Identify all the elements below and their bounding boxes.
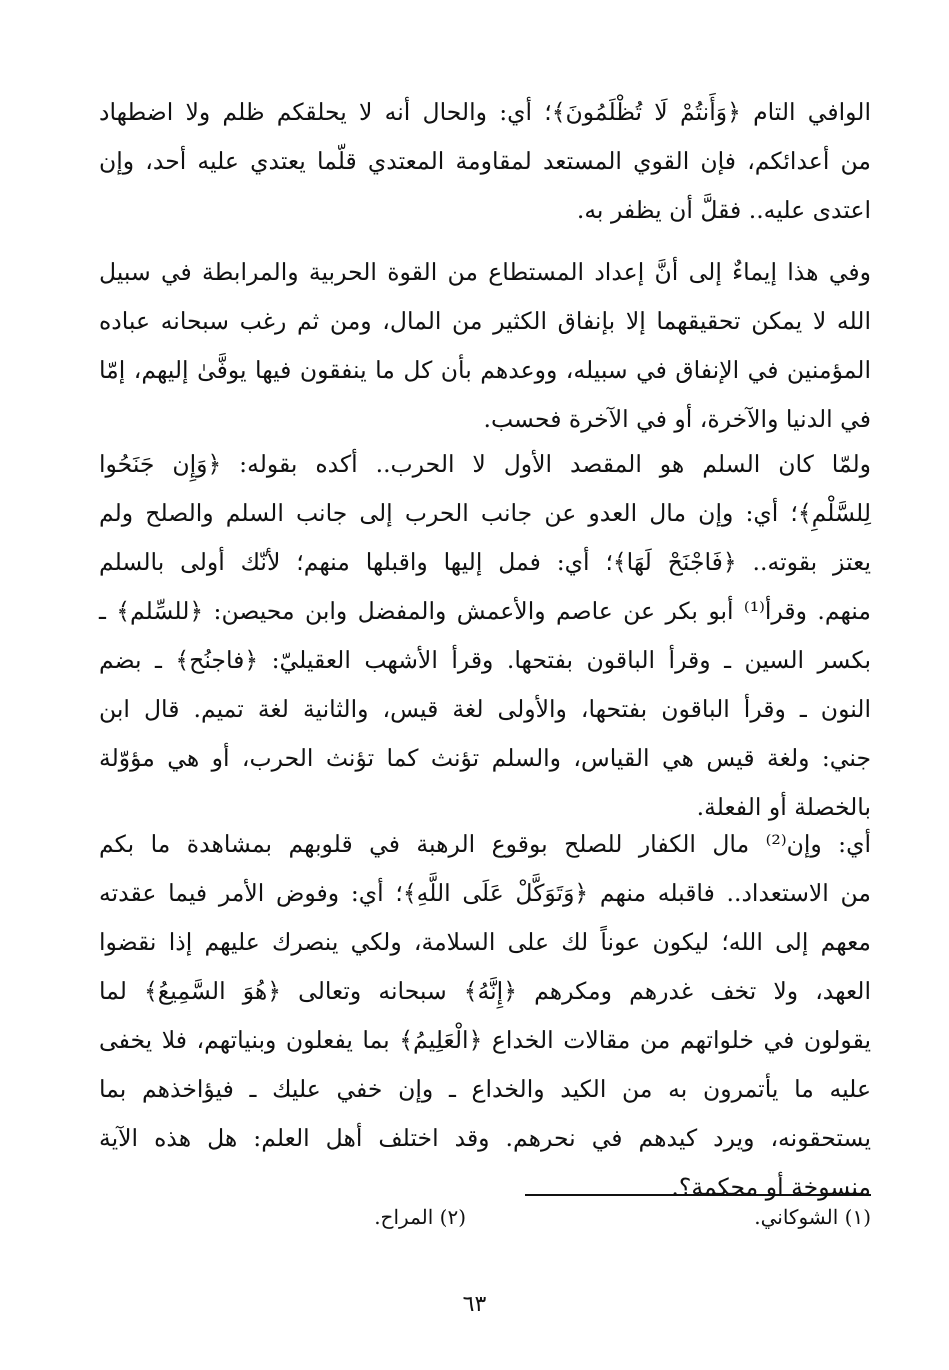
text-line: في الدنيا والآخرة، أو في الآخرة فحسب.	[483, 405, 871, 433]
footnote-separator	[525, 1194, 871, 1196]
footnotes	[99, 1205, 871, 1245]
text-line: الله لا يمكن تحقيقهما إلا بإنفاق الكثير من المال، ومن ثم رغب سبحانه عباده	[99, 307, 871, 335]
text-line: من الاستعداد.. فاقبله منهم ﴿وَتَوَكَّلْ عَلَى اللَّهِ﴾؛ أي: وفوض الأمر فيما عقدته	[99, 879, 871, 907]
text-line: وفي هذا إيماءٌ إلى أنَّ إعداد المستطاع من القوة الحربية والمرابطة في سبيل	[99, 258, 871, 286]
text-line: ولمّا كان السلم هو المقصد الأول لا الحرب.. أكده بقوله: ﴿وَإِن جَنَحُوا	[99, 450, 871, 478]
page-number: ٦٣	[462, 1292, 487, 1317]
text-line: يعتز بقوته.. ﴿فَاجْنَحْ لَهَا﴾؛ أي: فمل إليها واقبلها منهم؛ لأنّك أولى بالسلم	[99, 548, 871, 576]
text-line: بالخصلة أو الفعلة.	[696, 793, 871, 821]
text-line: يقولون في خلواتهم من مقالات الخداع ﴿الْعَلِيمُ﴾ بما يفعلون وبنياتهم، فلا يخفى	[99, 1026, 871, 1054]
footnote-1: (١) الشوكاني.	[754, 1205, 871, 1229]
text-line: يستحقونه، ويرد كيدهم في نحرهم. وقد اختلف أهل العلم: هل هذه الآية	[99, 1124, 871, 1152]
footnote-2: (٢) المراح.	[374, 1205, 466, 1229]
text-line: المؤمنين في الإنفاق في سبيله، ووعدهم بأن كل ما ينفقون فيها يوفَّىٰ إليهم، إمّا	[99, 356, 871, 384]
text-line: لِلسَّلْمِ﴾؛ أي: وإن مال العدو عن جانب الحرب إلى جانب السلم والصلح ولم	[99, 499, 871, 527]
text-line: منسوخة أو محكمة؟.	[671, 1173, 871, 1201]
paragraph-4	[99, 820, 871, 1212]
text-line: اعتدى عليه.. فقلَّ أن يظفر به.	[576, 196, 871, 224]
text-line: بكسر السين ـ وقرأ الباقون بفتحها. وقرأ الأشهب العقيليّ: ﴿فاجنُح﴾ ـ بضم	[99, 646, 871, 674]
text-line: الوافي التام ﴿وَأَنتُمْ لَا تُظْلَمُونَ﴾؛ أي: والحال أنه لا يحلقكم ظلم ولا اضطهاد	[99, 98, 871, 126]
text-line: عليه ما يأتمرون به من الكيد والخداع ـ وإن خفي عليك ـ فيؤاخذهم بما	[99, 1075, 871, 1103]
text-line: أي: وإن⁽²⁾ مال الكفار للصلح بوقوع الرهبة في قلوبهم بمشاهدة ما بكم	[99, 830, 872, 858]
text-line: منهم. وقرأ⁽¹⁾ أبو بكر عن عاصم والأعمش والمفضل وابن محيصن: ﴿للسِّلم﴾ ـ	[99, 597, 871, 625]
paragraph-2	[99, 248, 871, 444]
text-line: العهد، ولا تخف غدرهم ومكرهم ﴿إِنَّهُ﴾ سبحانه وتعالى ﴿هُوَ السَّمِيعُ﴾ لما	[99, 977, 871, 1005]
paragraph-1	[99, 88, 871, 235]
paragraph-3	[99, 440, 871, 832]
text-line: من أعدائكم، فإن القوي المستعد لمقاومة المعتدي قلّما يعتدي عليه أحد، وإن	[99, 147, 871, 175]
text-line: معهم إلى الله؛ ليكون عوناً لك على السلامة، ولكي ينصرك عليهم إذا نقضوا	[99, 928, 871, 956]
text-line: جني: ولغة قيس هي القياس، والسلم تؤنث كما تؤنث الحرب، أو هي مؤوّلة	[99, 744, 871, 772]
text-line: النون ـ وقرأ الباقون بفتحها، والأولى لغة قيس، والثانية لغة تميم. قال ابن	[99, 695, 871, 723]
